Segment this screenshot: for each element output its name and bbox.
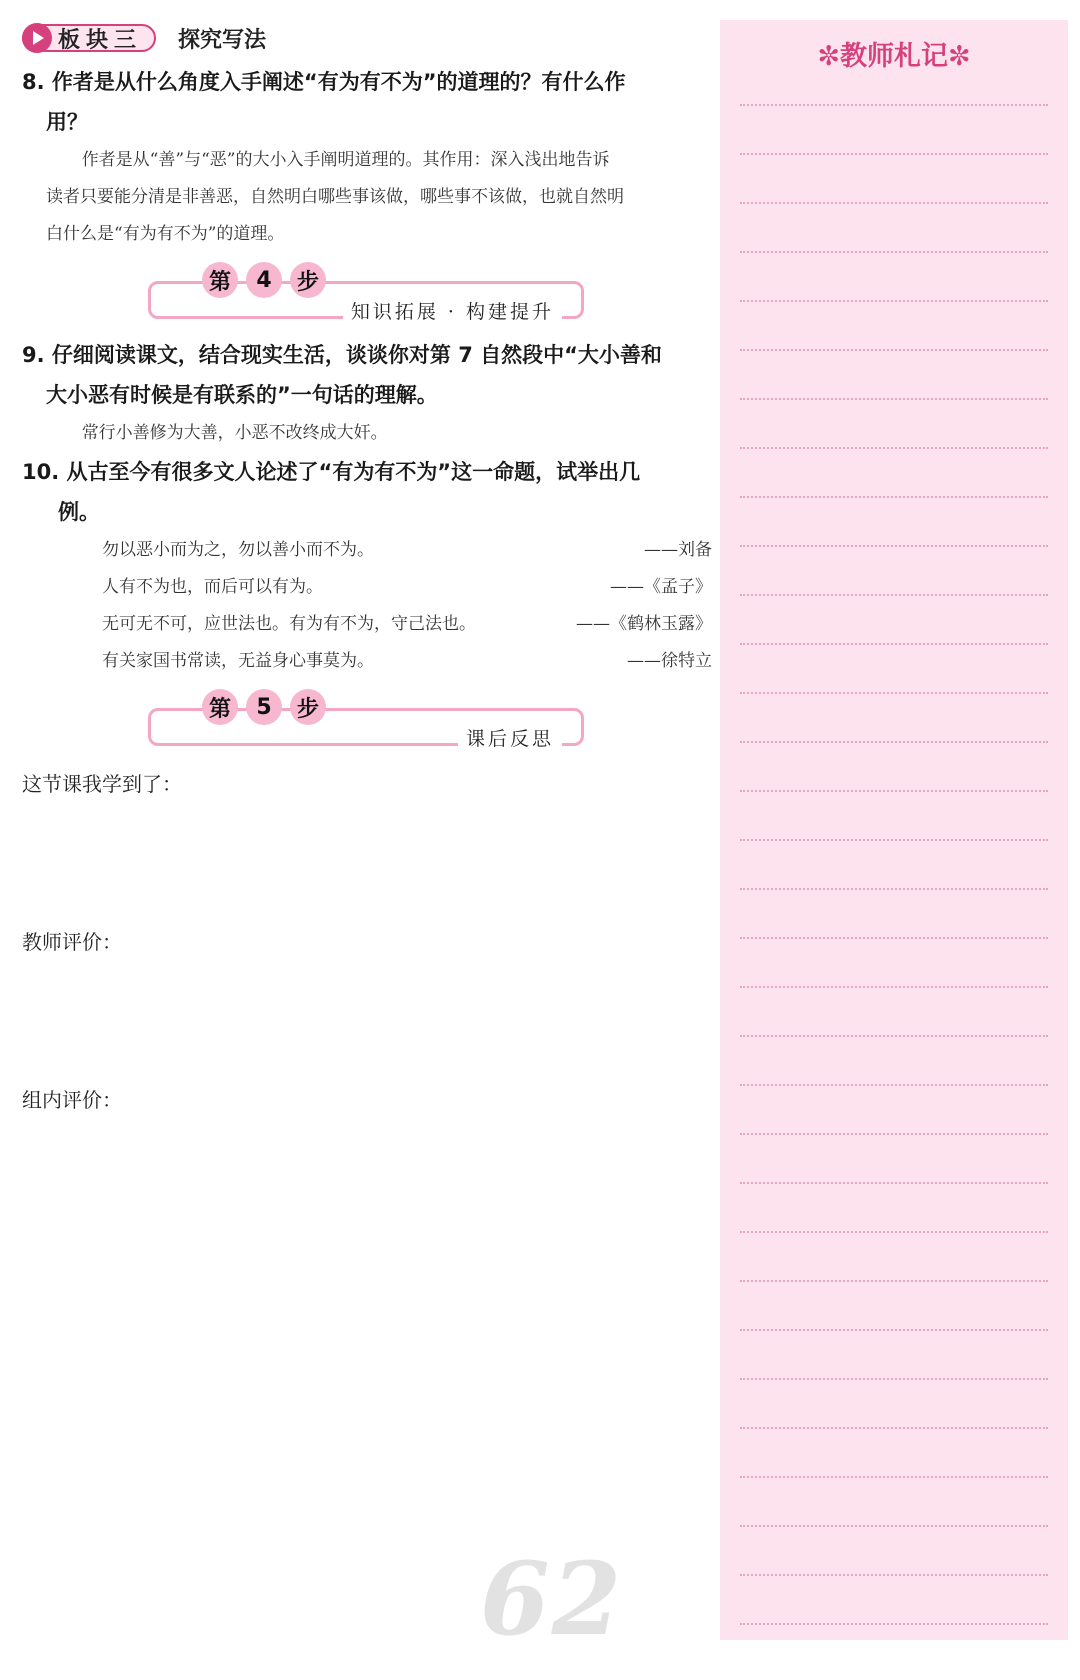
step-4-banner bbox=[22, 261, 712, 327]
quote-list bbox=[22, 532, 712, 680]
quote-text: 勿以恶小而为之，勿以善小而不为。 bbox=[102, 540, 374, 560]
section-badge bbox=[22, 24, 156, 52]
notes-line bbox=[740, 1035, 1048, 1037]
quote-item bbox=[22, 569, 712, 606]
notes-line bbox=[740, 1280, 1048, 1282]
notes-line bbox=[740, 447, 1048, 449]
reflection-learned: 这节课我学到了： bbox=[22, 772, 182, 796]
notes-lines bbox=[740, 104, 1048, 1672]
quote-text: 无可无不可，应世法也。有为有不为，守己法也。 bbox=[102, 614, 476, 634]
answer-8-line: 白什么是“有为有不为”的道理。 bbox=[46, 224, 285, 244]
step-5-di: 第 bbox=[202, 689, 238, 725]
reflection-group: 组内评价： bbox=[22, 1088, 122, 1112]
reflection-teacher: 教师评价： bbox=[22, 930, 122, 954]
quote-item bbox=[22, 532, 712, 569]
step-5-bu: 步 bbox=[290, 689, 326, 725]
step-4-bu: 步 bbox=[290, 262, 326, 298]
section-title: 探究写法 bbox=[178, 27, 267, 53]
notes-line bbox=[740, 1084, 1048, 1086]
notes-line bbox=[740, 153, 1048, 155]
answer-8 bbox=[22, 142, 712, 253]
question-8 bbox=[22, 62, 712, 253]
answer-8-line: 读者只要能分清是非善恶，自然明白哪些事该做，哪些事不该做，也就自然明 bbox=[46, 187, 624, 207]
notes-line bbox=[740, 1623, 1048, 1625]
quote-item bbox=[22, 643, 712, 680]
notes-line bbox=[740, 937, 1048, 939]
question-10 bbox=[22, 452, 712, 680]
notes-line bbox=[740, 986, 1048, 988]
notes-line bbox=[740, 349, 1048, 351]
notes-line bbox=[740, 1182, 1048, 1184]
notes-line bbox=[740, 300, 1048, 302]
notes-line bbox=[740, 496, 1048, 498]
step-4-di: 第 bbox=[202, 262, 238, 298]
quote-source: ——刘备 bbox=[644, 540, 712, 560]
main-column bbox=[22, 62, 712, 762]
step-4-pill bbox=[190, 261, 338, 299]
notes-line bbox=[740, 790, 1048, 792]
step-5-subtitle: 课后反思 bbox=[458, 724, 562, 751]
step-5-pill bbox=[190, 688, 338, 726]
quote-source: ——《鹤林玉露》 bbox=[576, 614, 712, 634]
answer-8-line: 作者是从“善”与“恶”的大小入手阐明道理的。其作用：深入浅出地告诉 bbox=[81, 150, 610, 170]
step-5-banner bbox=[22, 688, 712, 754]
sidebar-title: ✼教师札记✼ bbox=[817, 41, 971, 72]
notes-line bbox=[740, 692, 1048, 694]
quote-text: 有关家国书常读，无益身心事莫为。 bbox=[102, 651, 374, 671]
notes-line bbox=[740, 545, 1048, 547]
section-header bbox=[22, 22, 266, 54]
notes-line bbox=[740, 1525, 1048, 1527]
teacher-notes-sidebar bbox=[720, 20, 1068, 1640]
notes-line bbox=[740, 1133, 1048, 1135]
notes-line bbox=[740, 1476, 1048, 1478]
section-label: 板块三 bbox=[58, 27, 143, 53]
notes-line bbox=[740, 888, 1048, 890]
question-8-line-2: 用？ bbox=[46, 110, 88, 134]
page-number: 62 bbox=[480, 1540, 624, 1658]
notes-line bbox=[740, 1427, 1048, 1429]
quote-source: ——徐特立 bbox=[627, 651, 712, 671]
answer-9 bbox=[22, 415, 712, 452]
notes-line bbox=[740, 251, 1048, 253]
question-10-line-2: 例。 bbox=[58, 500, 100, 524]
play-icon bbox=[22, 23, 52, 53]
notes-line bbox=[740, 202, 1048, 204]
quote-text: 人有不为也，而后可以有为。 bbox=[102, 577, 323, 597]
question-8-line-1: 8. 作者是从什么角度入手阐述“有为有不为”的道理的？有什么作 bbox=[22, 70, 626, 94]
question-9 bbox=[22, 335, 712, 452]
notes-line bbox=[740, 104, 1048, 106]
answer-9-line: 常行小善修为大善，小恶不改终成大奸。 bbox=[81, 423, 388, 443]
notes-line bbox=[740, 1574, 1048, 1576]
notes-line bbox=[740, 398, 1048, 400]
step-4-number: 4 bbox=[246, 262, 282, 298]
notes-line bbox=[740, 594, 1048, 596]
notes-line bbox=[740, 643, 1048, 645]
notes-line bbox=[740, 839, 1048, 841]
notes-line bbox=[740, 1329, 1048, 1331]
question-9-line-2: 大小恶有时候是有联系的”一句话的理解。 bbox=[46, 383, 438, 407]
notes-line bbox=[740, 1231, 1048, 1233]
notes-line bbox=[740, 741, 1048, 743]
quote-source: ——《孟子》 bbox=[610, 577, 712, 597]
notes-line bbox=[740, 1378, 1048, 1380]
step-4-subtitle: 知识拓展 · 构建提升 bbox=[343, 297, 562, 324]
question-9-line-1: 9. 仔细阅读课文，结合现实生活，谈谈你对第 7 自然段中“大小善和 bbox=[22, 343, 662, 367]
step-5-number: 5 bbox=[246, 689, 282, 725]
quote-item bbox=[22, 606, 712, 643]
question-10-line-1: 10. 从古至今有很多文人论述了“有为有不为”这一命题，试举出几 bbox=[22, 460, 641, 484]
